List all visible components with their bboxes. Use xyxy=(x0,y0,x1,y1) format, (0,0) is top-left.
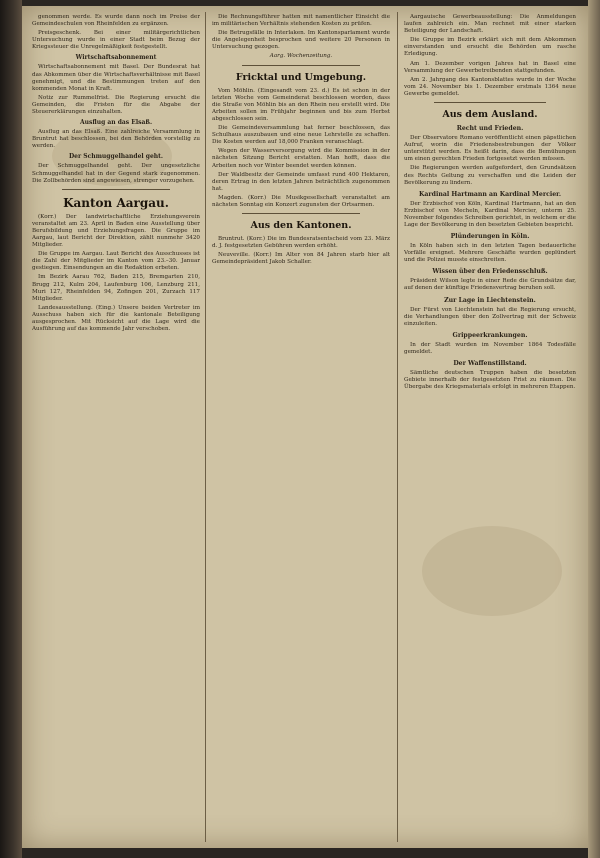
article-paragraph: Neuveville. (Korr.) Im Alter von 84 Jahren starb hier alt Gemeindepräsident Jakob Schaller. xyxy=(212,252,390,266)
section-subhead: Ausflug an das Elsaß. xyxy=(79,119,153,127)
section-divider xyxy=(434,102,546,103)
section-divider xyxy=(242,213,360,214)
article-paragraph: Die Gruppe im Aargau. Laut Bericht des Ausschusses ist die Zahl der Mitglieder im Kanton vom 23.–30. Januar gestiegen. Einsendungen an die Redaktion erbeten. xyxy=(32,251,200,272)
source-note: Aarg. Wochenzeitung. xyxy=(269,53,333,60)
article-paragraph: Vom Möhlin. (Eingesandt vom 23. d.) Es ist schon in der letzten Woche vom Gemeinderat beschlossen worden, dass die Straße von Möhlin bis an den Rhein neu erstellt wird. Die Arbeiten sollen im Frühjahr beginnen und bis zum Herbst abgeschlossen sein. xyxy=(212,87,390,122)
article-paragraph: Notiz zur Rummelfrist. Die Regierung ersucht die Gemeinden, die Fristen für die Abgabe der Steuererklärungen einzuhalten. xyxy=(32,94,200,116)
article-paragraph: Der Observatore Romano veröffentlicht einen päpstlichen Aufruf, worin die Friedensbestrebungen der Völker unterstützt werden. Es heißt darin, dass die Bemühungen um einen gerechten Frieden fortgesetzt werden müssen. xyxy=(404,135,576,163)
article-paragraph: Die Gemeindeversammlung hat ferner beschlossen, das Schulhaus auszubauen und eine neue Lehrstelle zu schaffen. Die Kosten werden auf 18,000 Franken veranschlagt. xyxy=(212,125,390,146)
newspaper-page xyxy=(22,6,588,848)
book-binding xyxy=(0,0,22,858)
article-paragraph: Die Regierungen werden aufgefordert, den Grundsätzen des Rechts Geltung zu verschaffen und die Leiden der Bevölkerung zu lindern. xyxy=(404,165,576,186)
section-heading-aargau: Kanton Aargau. xyxy=(63,195,169,210)
section-divider xyxy=(242,65,360,66)
section-subhead: Wirtschaftsabonnement xyxy=(75,54,157,62)
article-paragraph: Ausflug an das Elsaß. Eine zahlreiche Versammlung in Bruntrut hat beschlossen, bei den Behörden vorstellig zu werden. xyxy=(32,129,200,150)
article-paragraph: Der Waldbesitz der Gemeinde umfasst rund 400 Hektaren, deren Ertrag in den letzten Jahren beträchtlich zugenommen hat. xyxy=(212,171,390,192)
middle-column xyxy=(212,14,390,840)
article-paragraph: Sämtliche deutschen Truppen haben die besetzten Gebiete innerhalb der festgesetzten Frist zu räumen. Die Übergabe des Kriegsmaterials erfolgt in mehreren Etappen. xyxy=(404,370,576,391)
article-paragraph: Wirtschaftsabonnement mit Basel. Der Bundesrat hat das Abkommen über die Wirtschaftsverhältnisse mit Basel genehmigt, und die Bestimmungen treten auf den kommenden Monat in Kraft. xyxy=(32,64,200,92)
article-paragraph: In der Stadt wurden im November 1864 Todesfälle gemeldet. xyxy=(404,341,576,355)
section-subhead: Der Schmuggelhandel geht. xyxy=(68,153,164,161)
article-paragraph: genommen werde. Es wurde dann noch im Preise der Gemeindeschulen von Rheinfelden zu ergänzen. xyxy=(32,14,200,28)
article-paragraph: Präsident Wilson legte in einer Rede die Grundsätze dar, auf denen der künftige Friedensvertrag beruhen soll. xyxy=(404,278,576,292)
column-rule xyxy=(205,12,206,842)
article-paragraph: Magden. (Korr.) Die Musikgesellschaft veranstaltet am nächsten Sonntag ein Konzert zugunsten der Ortsarmen. xyxy=(212,194,390,208)
article-subhead: Recht und Frieden. xyxy=(456,125,524,133)
article-subhead: Wissen über den Friedensschluß. xyxy=(432,268,548,276)
article-paragraph: Bruntrut. (Korr.) Die im Bundesratsentscheid vom 23. März d. J. festgesetzten Gebühren werden erhöht. xyxy=(212,236,390,250)
article-paragraph: Die Betrugsfälle in Interlaken. Im Kantonsparlament wurde die Angelegenheit besprochen und weitere 20 Personen in Untersuchung gezogen. xyxy=(212,30,390,51)
article-subhead: Zur Lage in Liechtenstein. xyxy=(444,296,536,304)
article-subhead: Grippeerkrankungen. xyxy=(452,331,528,339)
article-paragraph: Der Erzbischof von Köln, Kardinal Hartmann, hat an den Erzbischof von Mecheln, Kardinal Mercier, unterm 25. November folgendes Schreiben gerichtet, in welchem er die Lage der Bevölkerung in den besetzten Gebieten bespricht. xyxy=(404,200,576,228)
section-heading-kantonen: Aus den Kantonen. xyxy=(250,220,352,232)
book-page-edge xyxy=(588,0,600,858)
article-paragraph: Der Fürst von Liechtenstein hat die Regierung ersucht, die Verhandlungen über den Zollvertrag mit der Schweiz einzuleiten. xyxy=(404,306,576,327)
right-column xyxy=(404,14,576,840)
article-subhead: Plünderungen in Köln. xyxy=(450,233,530,241)
article-paragraph: Die Gruppe im Bezirk erklärt sich mit dem Abkommen einverstanden und ersucht die Behörden um rasche Erledigung. xyxy=(404,37,576,58)
article-paragraph: In Köln haben sich in den letzten Tagen bedauerliche Vorfälle ereignet. Mehrere Geschäfte wurden geplündert und die Polizei musste einschreiten. xyxy=(404,243,576,264)
section-heading-ausland: Aus dem Ausland. xyxy=(442,109,538,121)
column-rule xyxy=(397,12,398,842)
article-paragraph: (Korr.) Der landwirtschaftliche Erziehungsverein veranstaltet am 23. April in Baden eine Ausstellung über Berufsbildung und Erziehungsfragen. Die Gruppe im Aargau, laut Bericht der Direktion, zählt nunmehr 3420 Mitglieder. xyxy=(32,213,200,249)
section-divider xyxy=(62,189,170,190)
article-subhead: Der Waffenstillstand. xyxy=(453,360,527,367)
article-paragraph: Die Rechnungsführer hatten mit namentlicher Einsicht die im militärischen Verhältnis stehenden Kosten zu prüfen. xyxy=(212,14,390,28)
article-paragraph: Der Schmuggelhandel geht. Der ungesetzliche Schmuggelhandel hat in der Gegend stark zugenommen. Die Zollbehörden sind angewiesen, strenger vorzugehen. xyxy=(32,163,200,184)
article-paragraph: Am 1. Dezember vorigen Jahres hat in Basel eine Versammlung der Gewerbetreibenden stattgefunden. xyxy=(404,60,576,74)
article-paragraph: Aargauische Gewerbeausstellung: Die Anmeldungen laufen zahlreich ein. Man rechnet mit einer starken Beteiligung der Landschaft. xyxy=(404,14,576,35)
article-subhead: Kardinal Hartmann an Kardinal Mercier. xyxy=(419,190,561,198)
article-paragraph: Am 2. Jahrgang des Kantonsblattes wurde in der Woche vom 24. November bis 1. Dezember erstmals 1364 neue Gewerbe gemeldet. xyxy=(404,76,576,97)
article-paragraph: Landesausstellung. (Eing.) Unsere beiden Vertreter im Ausschuss haben sich für die kantonale Beteiligung ausgesprochen. Mit Rücksicht auf die Lage wird die Ausführung auf das kommende Jahr verschoben. xyxy=(32,304,200,333)
article-paragraph: Preisgeschenk. Bei einer militärgerichtlichen Untersuchung wurde in einer Stadt beim Bezug der Kriegssteuer die Unregelmäßigkeit festgestellt. xyxy=(32,30,200,51)
article-paragraph: Im Bezirk Aarau 762, Baden 215, Bremgarten 210, Brugg 212, Kulm 204, Laufenburg 106, Lenzburg 211, Muri 127, Rheinfelden 94, Zofingen 201, Zurzach 117 Mitglieder. xyxy=(32,274,200,302)
section-heading-fricktal: Fricktal und Umgebung. xyxy=(235,71,367,83)
left-column xyxy=(32,14,200,840)
article-paragraph: Wegen der Wasserversorgung wird die Kommission in der nächsten Sitzung Bericht erstatten. Man hofft, dass die Arbeiten noch vor Winter beendet werden können. xyxy=(212,148,390,169)
